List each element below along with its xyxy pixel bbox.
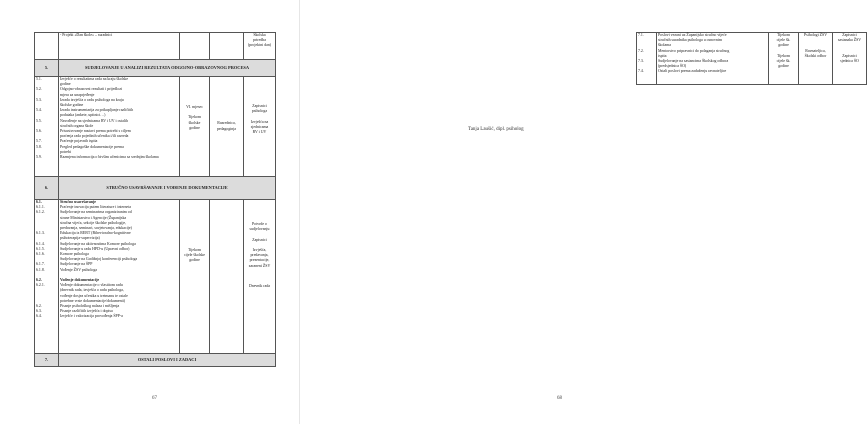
activity-list: Stručno usavršavanje Praćenje inovacija putem literature i interneta Sudjelovanje na seminarima organiziranim od strane Ministarstva i Agencije (Županijska stručna vijeća, sekcije školske psihologije, predavanja, seminari, savjetovanja, edukacije) Edukacija iz REBT (Bihevioralno-kognitivne psihoterapija-supervizija) Sudjelovanje na aktivnostima Komore psihologa Sudjelovanje u radu HPD-u (Upravni odbor) Komore psihologa Sudjelovanje na Godišnjoj konferenciji psihologa Sudjelovanje na ŠPP Vođenje ŽSV psihologa Vođenje dokumentacije Vođenje dokumentacije o vlastitom radu (dnevnik rada, izvješća o radu psihologa, vođenje dosjea učenika u tretmanu te ostale potrebne vrste dokumentacije/dokumenti) Pisanje psihološkog nalaza i mišljenja Pisanje različitih izvješća i dopisa Izvješće i valorizacija provođenja ŠPP-a	[59, 200, 180, 354]
left-page	[0, 0, 300, 424]
project-cell: - Projekt «Dan škole» – suradnici	[59, 33, 180, 60]
method-cell	[210, 200, 244, 354]
item-numbers: 5.1. 5.2. 5.3. 5.4. 5.5. 5.6. 5.7. 5.8. 5.9.	[35, 77, 59, 177]
table-row	[35, 200, 276, 354]
outcome-cell: Potvrde o sudjelovanju Zapisnici Izvješća, predavanja, prezentacije, zaraneni ŽSV Dnevnik rada	[244, 200, 276, 354]
table-row	[35, 77, 276, 177]
section-header-7: 7. OSTALI POSLOVI I ZADACI	[35, 354, 276, 367]
table-row	[35, 33, 276, 60]
method-cell: Razrednica, pedagoginja	[210, 77, 244, 177]
page-number: 67	[152, 396, 157, 401]
outcome-cell: Zapisnici psihologa Izvješća na sjednicama RV i UV	[244, 77, 276, 177]
time-cell: Tijekom cijele šk. godine Tijekom cijele šk. godine	[769, 33, 799, 85]
activity-list: Poslovi vezani uz Županijsko stručno vijeće stručnih suradnika psihologa u osnovnim školama Mentorstvo pripravnici do polaganja stručnog ispita Sudjelovanje na sastancima Školskog odbora (predsjednica ŠO) Ostali poslovi prema zaduženju ravnateljice	[657, 33, 769, 85]
section-header-6: 6. STRUČNO USAVRŠAVANJE I VOĐENJE DOKUMENTACIJE	[35, 177, 276, 200]
right-page	[300, 0, 862, 424]
section-header-5: 5. SUDJELOVANJE U ANALIZI REZULTATA ODGOJNO-OBRAZOVNOG PROCESA	[35, 60, 276, 77]
signature: Tanja Laušić, dipl. psiholog	[468, 127, 524, 132]
plan-table-right	[636, 32, 867, 85]
item-numbers: 7.1. 7.2. 7.3. 7.4.	[637, 33, 657, 85]
method-cell: Psihologi ŽSV Ravnateljica, Školski odbor	[799, 33, 833, 85]
activity-list: Izvješće o rezultatima rada na kraju školske godine Odgojno-obrazovni rezultati i prijedlozi mjera za unaprjeđenje Izrada izvješća o radu psihologa na kraju školske godine Izrada instrumentarija za prikupljanje različitih podataka (ankete, upitnici…) Navođenje na sjednicama RV i UV i ostalih stručnih organa škole Prisustvovanje nastavi prema potrebi s ciljem praćenja rada pojedinih učenika i/ili razreda Praćenje pojavnih ispita Pregled pedagoške dokumentacije prema potrebi Razmjena informacija o bivšim učenicima sa srednjim školama	[59, 77, 180, 177]
plan-table-left	[34, 32, 276, 367]
item-numbers: 6.1. 6.1.1. 6.1.2. 6.1.3. 6.1.4. 6.1.5. 6.1.6. 6.1.7. 6.1.8. 6.2. 6.2.1. 6.2. 6.3. 6.4.	[35, 200, 59, 354]
table-row	[637, 33, 867, 85]
outcome-cell: Zapisnici sastanaka ŽSV Zapisnici sjednica ŠO	[833, 33, 867, 85]
time-cell: Tijekom cijele školske godine	[180, 200, 210, 354]
time-cell: VI. mjesec Tijekom školske godine	[180, 77, 210, 177]
outcome-cell: Školska priredba (projektni dan)	[244, 33, 276, 60]
page-number: 68	[557, 396, 562, 401]
